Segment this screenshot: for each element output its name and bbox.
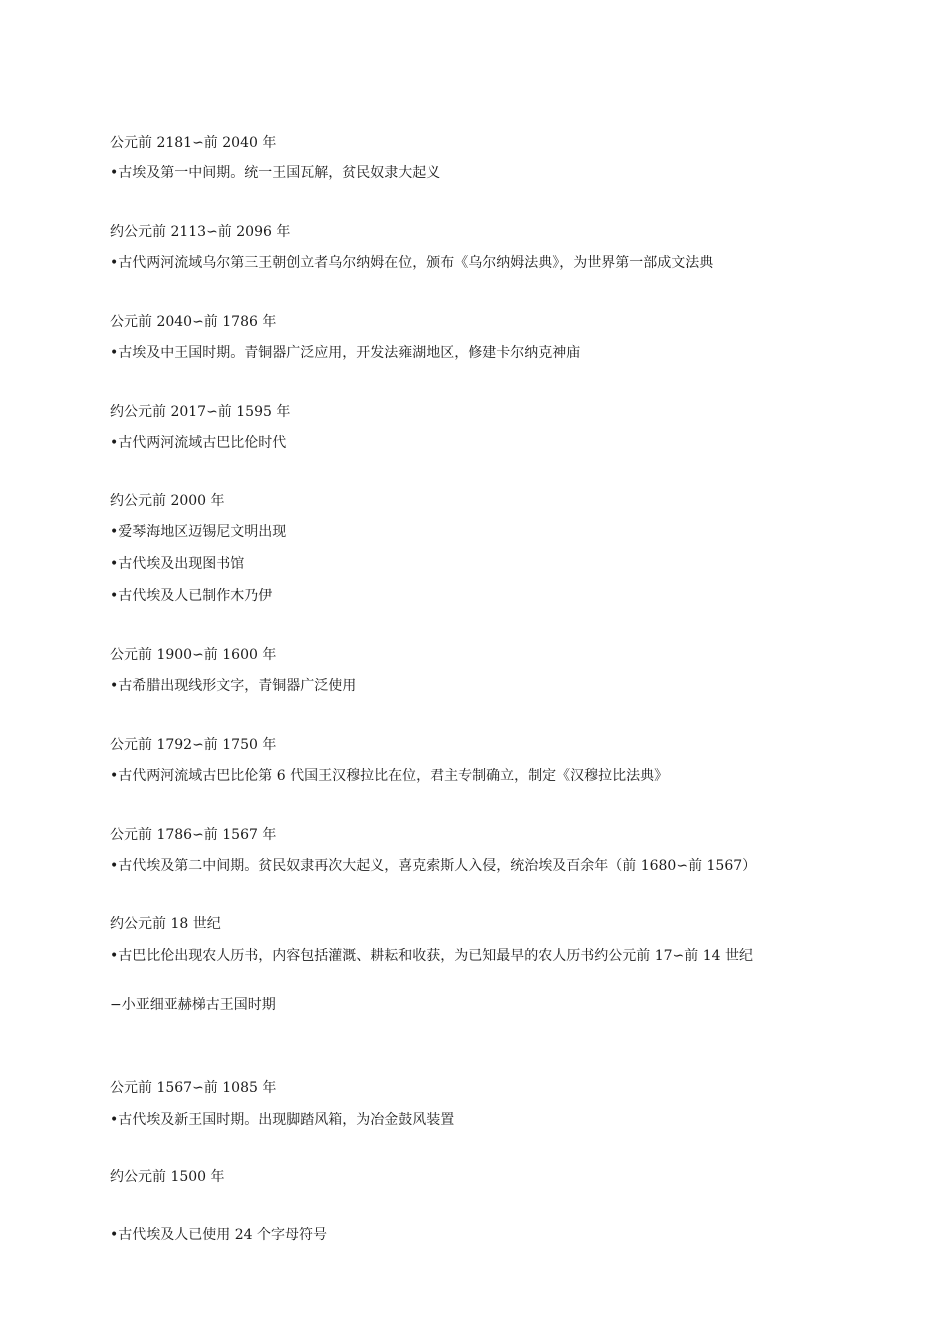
- entry-item: •古代埃及人已制作木乃伊: [110, 588, 273, 604]
- entry-date: 约公元前 1500 年: [110, 1169, 225, 1185]
- entry-date: 约公元前 2113∽前 2096 年: [110, 224, 291, 240]
- entry-date: 约公元前 2017∽前 1595 年: [110, 404, 291, 420]
- entry-date: 公元前 1786∽前 1567 年: [110, 827, 277, 843]
- entry-item: •古代两河流域古巴比伦第 6 代国王汉穆拉比在位，君主专制确立，制定《汉穆拉比法典》: [110, 768, 669, 784]
- entry-date: 公元前 1567∽前 1085 年: [110, 1080, 277, 1096]
- entry-item: •古代埃及出现图书馆: [110, 556, 245, 572]
- entry-date: 公元前 1900∽前 1600 年: [110, 647, 277, 663]
- entry-item: •古代埃及第二中间期。贫民奴隶再次大起义，喜克索斯人入侵，统治埃及百余年（前 1680∽前 1567）: [110, 858, 757, 874]
- entry-item: −小亚细亚赫梯古王国时期: [110, 997, 276, 1013]
- entry-item: •古代两河流域乌尔第三王朝创立者乌尔纳姆在位，颁布《乌尔纳姆法典》，为世界第一部成文法典: [110, 255, 714, 271]
- entry-date: 公元前 2181∽前 2040 年: [110, 135, 277, 151]
- entry-item: •古代埃及新王国时期。出现脚踏风箱，为冶金鼓风装置: [110, 1112, 455, 1128]
- entry-date: 约公元前 2000 年: [110, 493, 225, 509]
- entry-item: •古代两河流域古巴比伦时代: [110, 435, 287, 451]
- entry-item: •古代埃及人已使用 24 个字母符号: [110, 1227, 327, 1243]
- entry-item: •古希腊出现线形文字，青铜器广泛使用: [110, 678, 357, 694]
- entry-item: •古埃及中王国时期。青铜器广泛应用，开发法雍湖地区，修建卡尔纳克神庙: [110, 345, 581, 361]
- entry-item: •爱琴海地区迈锡尼文明出现: [110, 524, 287, 540]
- entry-date: 公元前 1792∽前 1750 年: [110, 737, 277, 753]
- entry-date: 约公元前 18 世纪: [110, 916, 221, 932]
- entry-item: •古巴比伦出现农人历书，内容包括灌溉、耕耘和收获，为已知最早的农人历书约公元前 17∽前 14 世纪: [110, 948, 753, 964]
- entry-item: •古埃及第一中间期。统一王国瓦解，贫民奴隶大起义: [110, 165, 441, 181]
- entry-date: 公元前 2040∽前 1786 年: [110, 314, 277, 330]
